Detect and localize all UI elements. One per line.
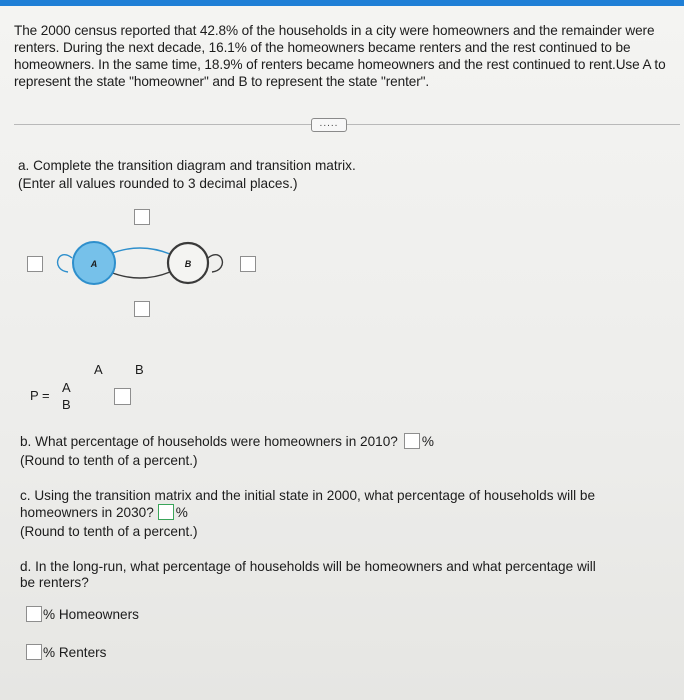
part-a-title: a. Complete the transition diagram and transition matrix. bbox=[18, 158, 356, 173]
diagram-input-b-to-b[interactable] bbox=[240, 256, 256, 272]
homeowners-input[interactable] bbox=[26, 606, 42, 622]
section-divider bbox=[14, 124, 680, 125]
part-c bbox=[20, 504, 660, 521]
matrix-col-a: A bbox=[94, 362, 103, 377]
renters-label: % Renters bbox=[43, 645, 107, 660]
part-c-question-line2: homeowners in 2030? bbox=[20, 505, 154, 520]
part-d-homeowners-row bbox=[26, 606, 139, 622]
part-c-input[interactable] bbox=[158, 504, 174, 520]
part-d-question-line2: be renters? bbox=[20, 575, 89, 590]
diagram-input-b-to-a[interactable] bbox=[134, 301, 150, 317]
part-d-renters-row bbox=[26, 644, 106, 660]
part-c-hint: (Round to tenth of a percent.) bbox=[20, 524, 198, 539]
self-loop-b-arrow bbox=[208, 255, 222, 272]
part-b-hint: (Round to tenth of a percent.) bbox=[20, 453, 198, 468]
expand-more-button[interactable]: ..... bbox=[311, 118, 347, 132]
matrix-row-a: A bbox=[62, 380, 71, 395]
part-b bbox=[20, 433, 660, 450]
problem-statement: The 2000 census reported that 42.8% of the households in a city were homeowners and the remainder were renters. During the next decade, 16.1% of the homeowners became renters and the rest continued to be homeowners. In the same time, 18.9% of renters became homeowners and the rest continued to rent.Use A to represent the state "homeowner" and B to represent the state "renter". bbox=[14, 23, 666, 89]
matrix-row-b: B bbox=[62, 397, 71, 412]
renters-input[interactable] bbox=[26, 644, 42, 660]
part-c-unit: % bbox=[175, 505, 188, 520]
state-a-label: A bbox=[90, 259, 98, 269]
arrow-a-to-b bbox=[110, 248, 170, 254]
part-b-unit: % bbox=[421, 434, 434, 449]
diagram-input-a-to-a[interactable] bbox=[27, 256, 43, 272]
top-accent-bar bbox=[0, 0, 684, 6]
matrix-input[interactable] bbox=[114, 388, 131, 405]
arrow-b-to-a bbox=[110, 272, 170, 278]
part-a-hint: (Enter all values rounded to 3 decimal places.) bbox=[18, 176, 298, 191]
matrix-col-b: B bbox=[135, 362, 144, 377]
part-b-question: b. What percentage of households were homeowners in 2010? bbox=[20, 434, 398, 449]
part-b-input[interactable] bbox=[404, 433, 420, 449]
matrix-p-label: P = bbox=[30, 388, 50, 403]
part-d-question-line1: d. In the long-run, what percentage of households will be homeowners and what percentage will bbox=[20, 559, 596, 574]
homeowners-label: % Homeowners bbox=[43, 607, 139, 622]
diagram-input-a-to-b[interactable] bbox=[134, 209, 150, 225]
self-loop-a-arrow bbox=[58, 255, 72, 272]
state-b-label: B bbox=[184, 259, 192, 269]
part-c-question-line1: c. Using the transition matrix and the initial state in 2000, what percentage of households will be bbox=[20, 488, 596, 503]
